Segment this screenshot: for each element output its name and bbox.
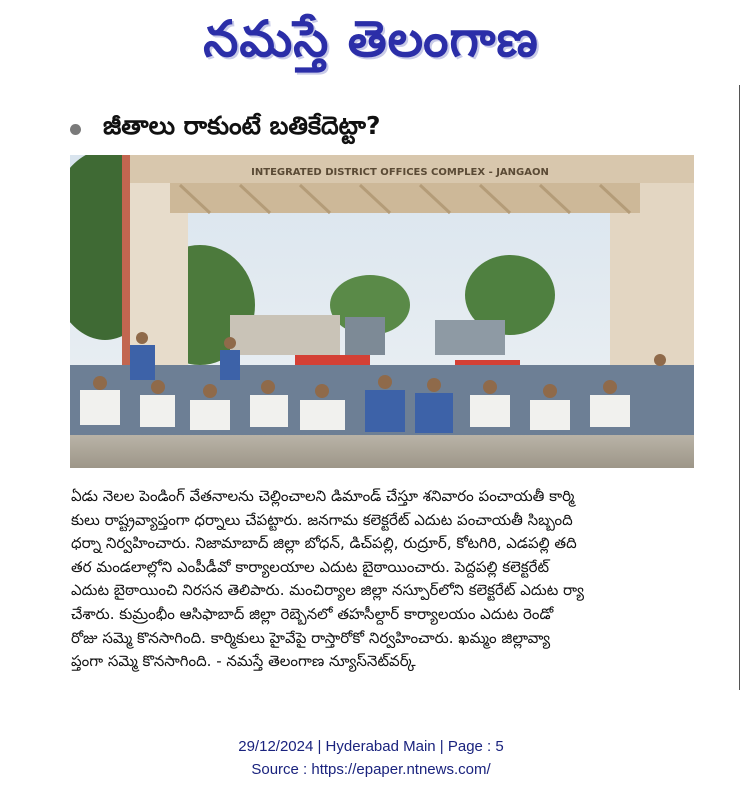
publication-info: 29/12/2024 | Hyderabad Main | Page : 5 [238,738,504,755]
source-link[interactable]: Source : https://epaper.ntnews.com/ [251,761,491,778]
page-edge-divider [739,85,740,690]
headline-row [70,108,690,150]
article-body: ఏడు నెలల పెండింగ్ వేతనాలను చెల్లించాలని డిమాండ్ చేస్తూ శనివారం పంచాయతీ కార్మి కులు రాష్ట్రవ్యాప్తంగా ధర్నాలు చేపట్టారు. జనగామ కలెక్టరేట్ ఎదుట పంచాయతీ సిబ్బంది ధర్నా నిర్వహించారు. నిజామాబాద్ జిల్లా బోధన్, డిచ్‌పల్లి, రుద్రూర్, కోటగిరి, ఎడపల్లి తది తర మండలాల్లోని ఎంపీడీవో కార్యాలయాల ఎదుట బైఠాయించారు. పెద్దపల్లి కలెక్టరేట్ ఎదుట బైఠాయించి నిరసన తెలిపారు. మంచిర్యాల జిల్లా నస్పూర్‌లోని కలెక్టరేట్ ఎదుట ర్యా చేశారు. కుమ్రంభీం ఆసిఫాబాద్ జిల్లా రెబ్బెనలో తహసీల్దార్ కార్యాలయం ఎదుట రెండో రోజు సమ్మె కొనసాగింది. కార్మికులు హైవేపై రాస్తారోకో నిర్వహించారు. ఖమ్మం జిల్లావ్యా ప్తంగా సమ్మె కొనసాగింది. - నమస్తే తెలంగాణ న్యూస్‌నెట్‌వర్క్ [71,487,584,671]
bullet-icon [70,124,81,135]
article-photo [70,155,694,468]
newspaper-logo: నమస్తే తెలంగాణ [203,10,539,68]
gate-sign: INTEGRATED DISTRICT OFFICES COMPLEX - JANGAON [251,167,549,178]
article-headline: జీతాలు రాకుంటే బతికేదెట్టా? [103,111,381,140]
protest-photo [70,155,694,468]
footer [0,735,742,781]
masthead [0,8,742,78]
